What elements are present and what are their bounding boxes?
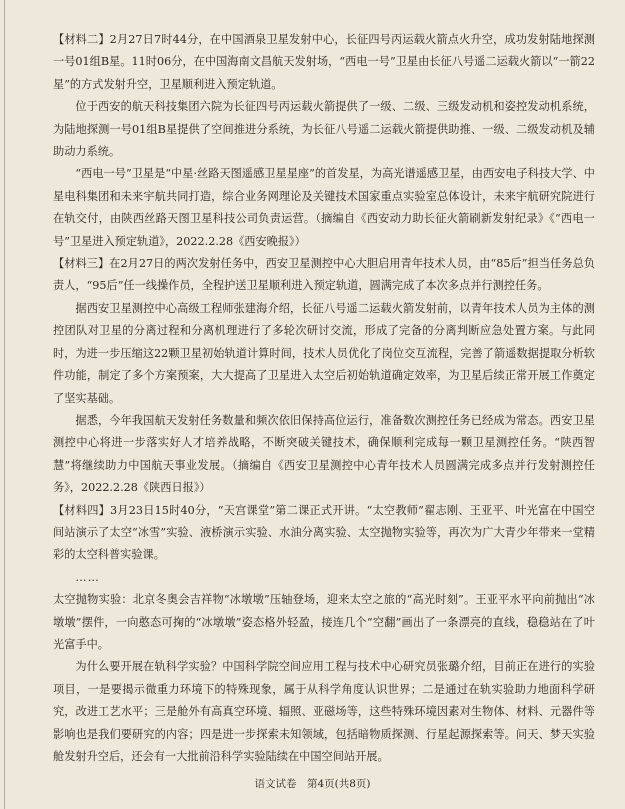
- material-three-paragraph: 【材料三】在2月27日的两次发射任务中，西安卫星测控中心大胆启用青年技术人员，由“85后”担当任务总负责人，“95后”任一线操作员，全程护送卫星顺利进入预定轨道，圆满完成了本次多点并行测控任务。: [53, 257, 595, 293]
- binding-margin-line: [4, 0, 5, 809]
- material-four-paragraph: 【材料四】3月23日15时40分，“天宫课堂”第二课正式开讲。“太空教师”翟志刚、王亚平、叶光富在中国空间站演示了太空“冰雪”实验、液桥演示实验、水油分离实验、太空抛物实验等，再次为广大青少年带来一堂精彩的太空科普实验课。: [53, 503, 595, 562]
- satellite-intro-paragraph: “西电一号”卫星是“中星·丝路天图遥感卫星星座”的首发星，为高光谱遥感卫星，由西安电子科技大学、中星电科集团和未来宇航共同打造，综合业务网理论及关键技术国家重点实验室总体设计，未来宇航研究院进行在轨交付，由陕西丝路天图卫星科技公司负责运营。（摘编自《西安动力助长征火箭刷新发射纪录》《“西电一号”卫星进入预定轨道》，2022.2.28《西安晚报》）: [53, 167, 595, 248]
- propulsion-paragraph: 位于西安的航天科技集团六院为长征四号丙运载火箭提供了一级、二级、三级发动机和姿控发动机系统，为陆地探测一号01组B星提供了空间推进分系统，为长征八号遥二运载火箭提供助推、一级、二级发动机及辅助动力系统。: [53, 100, 595, 159]
- ellipsis-line: ……: [75, 570, 100, 584]
- text-body: [53, 29, 595, 768]
- material-two-paragraph: 【材料二】2月27日7时44分，在中国酒泉卫星发射中心，长征四号丙运载火箭点火升空，成功发射陆地探测一号01组B星。11时06分，在中国海南文昌航天发射场，“西电一号”卫星由长征八号遥二运载火箭以“一箭22星”的方式发射升空，卫星顺利进入预定轨道。: [53, 33, 595, 91]
- tracking-team-paragraph: 据西安卫星测控中心高级工程师张建海介绍，长征八号遥二运载火箭发射前，以青年技术人员为主体的测控团队对卫星的分离过程和分离机理进行了多轮次研讨交流，形成了完备的分离判断应急处置方案。与此同时，为进一步压缩这22颗卫星初始轨道计算时间，技术人员优化了岗位交互流程，完善了箭遥数据提取分析软件功能，制定了多个方案预案，大大提高了卫星进入太空后初始轨道确定效率，为卫星后续正常开展工作奠定了坚实基础。: [53, 301, 595, 405]
- page-footer: 语文试卷 第4页(共8页): [254, 778, 371, 790]
- launch-frequency-paragraph: 据悉，今年我国航天发射任务数量和频次依旧保持高位运行，准备数次测控任务已经成为常态。西安卫星测控中心将进一步落实好人才培养战略，不断突破关键技术，确保顺利完成每一颗卫星测控任务。“陕西智慧”将继续助力中国航天事业发展。（摘编自《西安卫星测控中心青年技术人员圆满完成多点并行发射测控任务》，2022.2.28《陕西日报》）: [53, 413, 595, 495]
- experiment-reason-paragraph: 为什么要开展在轨科学实验？中国科学院空间应用工程与技术中心研究员张璐介绍，目前正在进行的实验项目，一是要揭示微重力环境下的特殊现象，属于从科学角度认识世界；二是通过在轨实验助力地面科学研究，改进工艺水平；三是舱外有高真空环境、辐照、亚磁场等，这些特殊环境因素对生物体、材料、元器件等影响也是我们要研究的内容；四是进一步探索未知领域，包括暗物质探测、行星起源探索等。问天、梦天实验舱发射升空后，还会有一大批前沿科学实验陆续在中国空间站开展。: [53, 660, 595, 763]
- throwing-experiment-paragraph: 太空抛物实验：北京冬奥会吉祥物“冰墩墩”压轴登场，迎来太空之旅的“高光时刻”。王亚平水平向前抛出“冰墩墩”摆件，一向憨态可掬的“冰墩墩”姿态格外轻盈，接连几个“空翻”画出了一条漂亮的直线，稳稳站在了叶光富手中。: [53, 593, 595, 651]
